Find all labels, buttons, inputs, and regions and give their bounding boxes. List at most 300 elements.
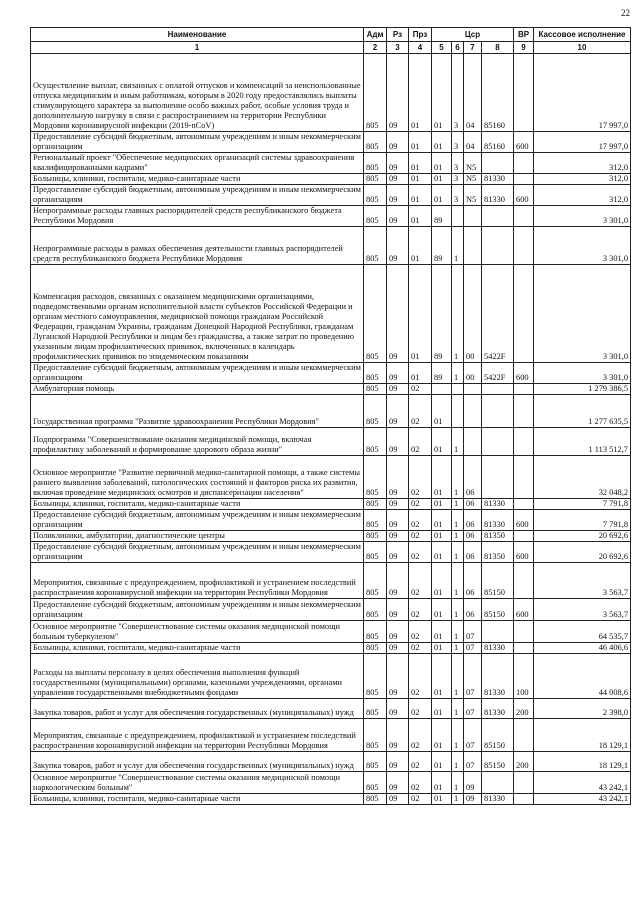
row-c4-cell [482, 384, 514, 395]
row-adm-cell: 805 [364, 643, 387, 654]
col-number: 9 [514, 42, 534, 54]
row-sum-cell: 3 301,0 [534, 265, 631, 363]
row-c1-cell: 01 [432, 395, 452, 428]
col-number: 3 [387, 42, 409, 54]
row-name-cell: Непрограммные расходы главных распорядителей средств республиканского бюджета Республики Мордовия [31, 206, 364, 227]
row-rz-cell: 09 [387, 363, 409, 384]
row-c2-cell: 1 [452, 643, 464, 654]
row-adm-cell: 805 [364, 752, 387, 772]
table-row [31, 265, 631, 363]
row-vr-cell: 600 [514, 510, 534, 531]
row-c1-cell: 01 [432, 794, 452, 805]
row-c3-cell [464, 227, 482, 265]
row-prz-cell: 01 [409, 363, 432, 384]
row-vr-cell: 600 [514, 363, 534, 384]
row-sum-cell: 312,0 [534, 174, 631, 185]
row-rz-cell: 09 [387, 510, 409, 531]
row-name-cell: Мероприятия, связанные с предупреждением, профилактикой и устранением последствий распространения коронавирусной инфекции на территории Республики Мордовия [31, 563, 364, 599]
row-adm-cell: 805 [364, 563, 387, 599]
row-c1-cell: 01 [432, 621, 452, 643]
row-c2-cell: 1 [452, 719, 464, 752]
row-c4-cell: 85150 [482, 719, 514, 752]
row-prz-cell: 01 [409, 265, 432, 363]
row-adm-cell: 805 [364, 384, 387, 395]
row-c2-cell: 1 [452, 363, 464, 384]
table-row [31, 132, 631, 153]
column-numbers-row [31, 42, 631, 54]
row-sum-cell: 312,0 [534, 185, 631, 206]
row-name-cell: Больницы, клиники, госпитали, медико-санитарные части [31, 499, 364, 510]
row-adm-cell: 805 [364, 499, 387, 510]
col-number: 1 [31, 42, 364, 54]
row-rz-cell: 09 [387, 794, 409, 805]
row-c2-cell: 1 [452, 227, 464, 265]
header-adm: Адм [364, 28, 387, 42]
row-c2-cell: 1 [452, 654, 464, 699]
row-name-cell: Основное мероприятие "Совершенствование системы оказания медицинской помощи больным туберкулезом" [31, 621, 364, 643]
row-rz-cell: 09 [387, 654, 409, 699]
row-adm-cell: 805 [364, 599, 387, 621]
row-rz-cell: 09 [387, 428, 409, 456]
row-name-cell: Амбулаторная помощь [31, 384, 364, 395]
row-c3-cell [464, 206, 482, 227]
row-vr-cell [514, 153, 534, 174]
row-c1-cell: 01 [432, 599, 452, 621]
row-prz-cell: 02 [409, 621, 432, 643]
row-c1-cell: 89 [432, 265, 452, 363]
table-row [31, 185, 631, 206]
row-c1-cell: 89 [432, 363, 452, 384]
row-c4-cell: 5422F [482, 363, 514, 384]
col-number: 10 [534, 42, 631, 54]
row-prz-cell: 02 [409, 599, 432, 621]
col-number: 8 [482, 42, 514, 54]
header-row [31, 28, 631, 42]
row-rz-cell: 09 [387, 174, 409, 185]
row-sum-cell: 18 129,1 [534, 719, 631, 752]
row-c3-cell: N5 [464, 185, 482, 206]
row-c2-cell: 1 [452, 699, 464, 719]
row-prz-cell: 02 [409, 772, 432, 794]
row-c1-cell: 01 [432, 185, 452, 206]
row-c3-cell: 06 [464, 499, 482, 510]
row-vr-cell [514, 265, 534, 363]
row-c4-cell: 81330 [482, 643, 514, 654]
row-c3-cell: 09 [464, 794, 482, 805]
row-name-cell: Мероприятия, связанные с предупреждением, профилактикой и устранением последствий распространения коронавирусной инфекции на территории Республики Мордовия [31, 719, 364, 752]
table-row [31, 227, 631, 265]
row-prz-cell: 01 [409, 227, 432, 265]
row-sum-cell: 64 535,7 [534, 621, 631, 643]
header-vr: ВР [514, 28, 534, 42]
row-c3-cell: 06 [464, 563, 482, 599]
row-vr-cell: 100 [514, 654, 534, 699]
row-c1-cell: 01 [432, 719, 452, 752]
row-name-cell: Подпрограмма "Совершенствование оказания медицинской помощи, включая профилактику заболеваний и формирование здорового образа жизни" [31, 428, 364, 456]
row-rz-cell: 09 [387, 384, 409, 395]
row-prz-cell: 02 [409, 752, 432, 772]
table-row [31, 599, 631, 621]
table-row [31, 643, 631, 654]
row-c1-cell: 01 [432, 563, 452, 599]
row-vr-cell: 600 [514, 132, 534, 153]
row-c3-cell: 06 [464, 456, 482, 499]
row-vr-cell: 200 [514, 699, 534, 719]
row-c3-cell: 04 [464, 132, 482, 153]
row-sum-cell: 2 398,0 [534, 699, 631, 719]
row-vr-cell [514, 499, 534, 510]
col-number: 7 [464, 42, 482, 54]
row-prz-cell: 01 [409, 174, 432, 185]
row-vr-cell [514, 174, 534, 185]
row-vr-cell: 600 [514, 542, 534, 563]
table-row [31, 510, 631, 531]
table-row [31, 206, 631, 227]
row-rz-cell: 09 [387, 153, 409, 174]
row-c4-cell: 81330 [482, 794, 514, 805]
row-c2-cell: 1 [452, 510, 464, 531]
row-c3-cell: N5 [464, 153, 482, 174]
row-c2-cell: 1 [452, 542, 464, 563]
row-rz-cell: 09 [387, 699, 409, 719]
row-vr-cell [514, 456, 534, 499]
row-name-cell: Государственная программа "Развитие здравоохранения Республики Мордовия" [31, 395, 364, 428]
row-c4-cell [482, 772, 514, 794]
row-c4-cell: 81350 [482, 531, 514, 542]
row-c1-cell: 01 [432, 699, 452, 719]
table-row [31, 794, 631, 805]
row-c1-cell: 01 [432, 153, 452, 174]
row-sum-cell: 46 406,6 [534, 643, 631, 654]
row-name-cell: Компенсация расходов, связанных с оказанием медицинскими организациями, подведомственными органам исполнительной власти субъектов Российской Федерации и органам местного самоуправления, медицинской помощи гражданам Российской Федерации, гражданам Украины, гражданам Донецкой Народной Республики, гражданам Луганской Народной Республики и лицам без гражданства, а также затрат по проведению указанным лицам профилактических прививок, включенных в календарь профилактических прививок по эпидемическим показаниям [31, 265, 364, 363]
table-row [31, 54, 631, 132]
row-adm-cell: 805 [364, 428, 387, 456]
header-rz: Рз [387, 28, 409, 42]
row-c1-cell: 01 [432, 542, 452, 563]
row-adm-cell: 805 [364, 185, 387, 206]
row-c2-cell [452, 395, 464, 428]
row-c3-cell: 07 [464, 643, 482, 654]
row-c4-cell: 81330 [482, 499, 514, 510]
row-rz-cell: 09 [387, 599, 409, 621]
row-adm-cell: 805 [364, 794, 387, 805]
row-c3-cell: 07 [464, 719, 482, 752]
row-name-cell: Региональный проект "Обеспечение медицинских организаций системы здравоохранения квалифицированными кадрами" [31, 153, 364, 174]
row-c2-cell: 1 [452, 531, 464, 542]
row-vr-cell [514, 428, 534, 456]
row-c3-cell [464, 395, 482, 428]
row-c4-cell: 85150 [482, 563, 514, 599]
row-prz-cell: 01 [409, 153, 432, 174]
budget-table [30, 27, 631, 805]
table-row [31, 174, 631, 185]
row-rz-cell: 09 [387, 752, 409, 772]
row-c3-cell: 06 [464, 599, 482, 621]
row-c4-cell [482, 206, 514, 227]
row-vr-cell [514, 54, 534, 132]
row-adm-cell: 805 [364, 54, 387, 132]
table-row [31, 499, 631, 510]
row-c4-cell: 85160 [482, 132, 514, 153]
row-adm-cell: 805 [364, 654, 387, 699]
row-sum-cell: 18 129,1 [534, 752, 631, 772]
row-sum-cell: 3 301,0 [534, 363, 631, 384]
row-c2-cell: 3 [452, 153, 464, 174]
row-sum-cell: 43 242,1 [534, 772, 631, 794]
row-prz-cell: 01 [409, 185, 432, 206]
row-prz-cell: 02 [409, 654, 432, 699]
row-prz-cell: 02 [409, 719, 432, 752]
row-name-cell: Больницы, клиники, госпитали, медико-санитарные части [31, 174, 364, 185]
row-rz-cell: 09 [387, 265, 409, 363]
row-c1-cell: 01 [432, 772, 452, 794]
row-vr-cell: 600 [514, 599, 534, 621]
row-rz-cell: 09 [387, 499, 409, 510]
row-sum-cell: 17 997,0 [534, 132, 631, 153]
row-c4-cell: 85150 [482, 599, 514, 621]
row-c1-cell: 01 [432, 428, 452, 456]
row-c3-cell: 06 [464, 542, 482, 563]
row-prz-cell: 02 [409, 643, 432, 654]
row-c3-cell: 06 [464, 510, 482, 531]
row-c4-cell: 81350 [482, 542, 514, 563]
row-prz-cell: 01 [409, 132, 432, 153]
row-c4-cell [482, 428, 514, 456]
row-c3-cell: 07 [464, 699, 482, 719]
row-c2-cell: 3 [452, 54, 464, 132]
row-name-cell: Закупка товаров, работ и услуг для обеспечения государственных (муниципальных) нужд [31, 752, 364, 772]
row-c2-cell: 1 [452, 621, 464, 643]
row-vr-cell [514, 563, 534, 599]
row-c3-cell: 07 [464, 621, 482, 643]
row-c3-cell: 07 [464, 752, 482, 772]
table-body [31, 54, 631, 805]
row-adm-cell: 805 [364, 174, 387, 185]
row-c1-cell: 01 [432, 654, 452, 699]
row-rz-cell: 09 [387, 395, 409, 428]
row-adm-cell: 805 [364, 542, 387, 563]
row-name-cell: Предоставление субсидий бюджетным, автономным учреждениям и иным некоммерческим организациям [31, 510, 364, 531]
row-sum-cell: 3 563,7 [534, 563, 631, 599]
row-prz-cell: 02 [409, 542, 432, 563]
row-sum-cell: 3 563,7 [534, 599, 631, 621]
row-sum-cell: 7 791,8 [534, 510, 631, 531]
row-c1-cell: 01 [432, 132, 452, 153]
row-c3-cell: 00 [464, 363, 482, 384]
table-row [31, 428, 631, 456]
row-c2-cell: 1 [452, 752, 464, 772]
row-rz-cell: 09 [387, 227, 409, 265]
row-vr-cell [514, 719, 534, 752]
row-c1-cell: 01 [432, 643, 452, 654]
table-row [31, 542, 631, 563]
row-name-cell: Основное мероприятие "Совершенствование системы оказания медицинской помощи наркологическим больным" [31, 772, 364, 794]
page-number: 22 [621, 8, 630, 18]
row-vr-cell [514, 384, 534, 395]
row-name-cell: Расходы на выплаты персоналу в целях обеспечения выполнения функций государственными (муниципальными) органами, казенными учреждениями, органами управления государственными внебюджетными фондами [31, 654, 364, 699]
row-adm-cell: 805 [364, 265, 387, 363]
table-row [31, 621, 631, 643]
row-c2-cell: 1 [452, 599, 464, 621]
row-vr-cell [514, 621, 534, 643]
row-c4-cell: 81330 [482, 174, 514, 185]
row-c4-cell: 85150 [482, 752, 514, 772]
row-c1-cell: 89 [432, 227, 452, 265]
table-row [31, 531, 631, 542]
row-vr-cell: 200 [514, 752, 534, 772]
row-c4-cell: 5422F [482, 265, 514, 363]
row-sum-cell: 1 277 635,5 [534, 395, 631, 428]
row-sum-cell: 3 301,0 [534, 206, 631, 227]
row-rz-cell: 09 [387, 719, 409, 752]
row-c3-cell: 00 [464, 265, 482, 363]
row-c2-cell: 1 [452, 456, 464, 499]
row-c2-cell [452, 384, 464, 395]
row-c1-cell: 01 [432, 54, 452, 132]
row-c3-cell: N5 [464, 174, 482, 185]
header-name: Наименование [31, 28, 364, 42]
row-adm-cell: 805 [364, 772, 387, 794]
table-row [31, 363, 631, 384]
row-c1-cell: 01 [432, 531, 452, 542]
row-rz-cell: 09 [387, 563, 409, 599]
row-adm-cell: 805 [364, 719, 387, 752]
row-c2-cell: 3 [452, 185, 464, 206]
table-row [31, 654, 631, 699]
row-rz-cell: 09 [387, 621, 409, 643]
row-rz-cell: 09 [387, 132, 409, 153]
col-number: 4 [409, 42, 432, 54]
row-vr-cell [514, 643, 534, 654]
row-prz-cell: 01 [409, 206, 432, 227]
row-c4-cell [482, 395, 514, 428]
row-c1-cell: 01 [432, 499, 452, 510]
row-prz-cell: 02 [409, 499, 432, 510]
row-vr-cell: 600 [514, 185, 534, 206]
table-row [31, 752, 631, 772]
row-prz-cell: 02 [409, 428, 432, 456]
row-c1-cell: 89 [432, 206, 452, 227]
row-adm-cell: 805 [364, 206, 387, 227]
row-vr-cell [514, 794, 534, 805]
row-prz-cell: 02 [409, 384, 432, 395]
row-c4-cell [482, 621, 514, 643]
col-number: 2 [364, 42, 387, 54]
row-vr-cell [514, 206, 534, 227]
row-adm-cell: 805 [364, 699, 387, 719]
row-name-cell: Предоставление субсидий бюджетным, автономным учреждениям и иным некоммерческим организациям [31, 542, 364, 563]
row-prz-cell: 02 [409, 563, 432, 599]
row-c1-cell [432, 384, 452, 395]
row-c4-cell [482, 456, 514, 499]
row-rz-cell: 09 [387, 54, 409, 132]
row-name-cell: Непрограммные расходы в рамках обеспечения деятельности главных распорядителей средств республиканского бюджета Республики Мордовия [31, 227, 364, 265]
row-c4-cell: 81330 [482, 510, 514, 531]
row-adm-cell: 805 [364, 621, 387, 643]
row-sum-cell: 43 242,1 [534, 794, 631, 805]
col-number: 5 [432, 42, 452, 54]
row-vr-cell [514, 772, 534, 794]
row-c3-cell: 06 [464, 531, 482, 542]
row-name-cell: Предоставление субсидий бюджетным, автономным учреждениям и иным некоммерческим организациям [31, 185, 364, 206]
row-c4-cell [482, 153, 514, 174]
row-c2-cell: 1 [452, 428, 464, 456]
row-prz-cell: 02 [409, 699, 432, 719]
row-adm-cell: 805 [364, 456, 387, 499]
row-vr-cell [514, 395, 534, 428]
row-c4-cell: 85160 [482, 54, 514, 132]
row-name-cell: Предоставление субсидий бюджетным, автономным учреждениям и иным некоммерческим организациям [31, 599, 364, 621]
header-exec: Кассовое исполнение [534, 28, 631, 42]
row-rz-cell: 09 [387, 185, 409, 206]
row-name-cell: Закупка товаров, работ и услуг для обеспечения государственных (муниципальных) нужд [31, 699, 364, 719]
table-row [31, 719, 631, 752]
row-prz-cell: 02 [409, 794, 432, 805]
row-c2-cell: 1 [452, 499, 464, 510]
table-row [31, 384, 631, 395]
row-sum-cell: 1 279 386,5 [534, 384, 631, 395]
row-c4-cell [482, 227, 514, 265]
row-prz-cell: 02 [409, 395, 432, 428]
table-row [31, 153, 631, 174]
row-c2-cell: 3 [452, 132, 464, 153]
table-row [31, 395, 631, 428]
row-c1-cell: 01 [432, 752, 452, 772]
table-row [31, 772, 631, 794]
row-adm-cell: 805 [364, 395, 387, 428]
row-sum-cell: 20 692,6 [534, 542, 631, 563]
row-rz-cell: 09 [387, 456, 409, 499]
row-rz-cell: 09 [387, 206, 409, 227]
row-c3-cell: 04 [464, 54, 482, 132]
row-name-cell: Больницы, клиники, госпитали, медико-санитарные части [31, 794, 364, 805]
row-c1-cell: 01 [432, 510, 452, 531]
row-rz-cell: 09 [387, 772, 409, 794]
row-c2-cell [452, 206, 464, 227]
row-c4-cell: 81330 [482, 654, 514, 699]
row-adm-cell: 805 [364, 363, 387, 384]
row-c2-cell: 1 [452, 265, 464, 363]
header-prz: Прз [409, 28, 432, 42]
table-row [31, 563, 631, 599]
table-row [31, 699, 631, 719]
row-rz-cell: 09 [387, 643, 409, 654]
row-adm-cell: 805 [364, 132, 387, 153]
row-name-cell: Предоставление субсидий бюджетным, автономным учреждениям и иным некоммерческим организациям [31, 132, 364, 153]
row-c3-cell [464, 428, 482, 456]
row-c2-cell: 1 [452, 794, 464, 805]
row-c3-cell: 09 [464, 772, 482, 794]
row-sum-cell: 312,0 [534, 153, 631, 174]
table-row [31, 456, 631, 499]
row-sum-cell: 32 048,2 [534, 456, 631, 499]
row-prz-cell: 01 [409, 54, 432, 132]
row-c4-cell: 81330 [482, 699, 514, 719]
row-sum-cell: 3 301,0 [534, 227, 631, 265]
row-adm-cell: 805 [364, 531, 387, 542]
row-sum-cell: 20 692,6 [534, 531, 631, 542]
row-adm-cell: 805 [364, 510, 387, 531]
row-vr-cell [514, 531, 534, 542]
row-c3-cell: 07 [464, 654, 482, 699]
row-rz-cell: 09 [387, 531, 409, 542]
row-c3-cell [464, 384, 482, 395]
row-sum-cell: 44 008,6 [534, 654, 631, 699]
row-name-cell: Больницы, клиники, госпитали, медико-санитарные части [31, 643, 364, 654]
row-c2-cell: 1 [452, 563, 464, 599]
row-adm-cell: 805 [364, 153, 387, 174]
row-prz-cell: 02 [409, 531, 432, 542]
